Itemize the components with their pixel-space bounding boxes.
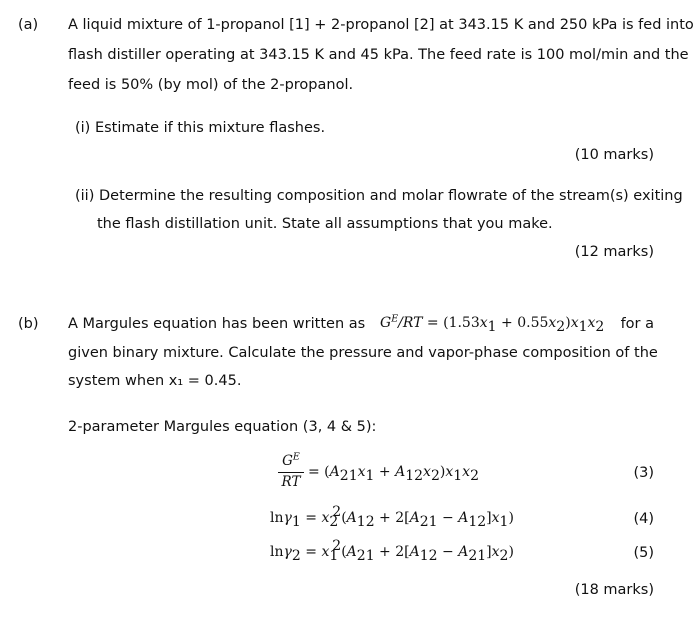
part-b-line-2: given binary mixture. Calculate the pressure and vapor-phase composition of the <box>68 345 658 361</box>
part-a-line-3: feed is 50% (by mol) of the 2-propanol. <box>68 77 354 93</box>
question-a-ii-line-2: the flash distillation unit. State all assumptions that you make. <box>97 216 553 232</box>
equation-4: $\ln\gamma_1 = x_2^2(A_{12} + 2[A_{21} - A_{12}]x_1)$ <box>270 504 514 530</box>
equation-3-number: (3) <box>633 465 654 481</box>
part-a-line-1: A liquid mixture of 1-propanol [1] + 2-propanol [2] at 343.15 K and 250 kPa is fed into <box>68 17 694 33</box>
question-a-ii-line-1: (ii) Determine the resulting composition and molar flowrate of the stream(s) exiting <box>75 188 683 204</box>
margules-heading: 2-parameter Margules equation (3, 4 & 5): <box>68 419 377 435</box>
equation-4-number: (4) <box>633 511 654 527</box>
marks-b: (18 marks) <box>574 582 654 598</box>
equation-5-number: (5) <box>633 545 654 561</box>
part-b-line-3: system when x₁ = 0.45. <box>68 373 242 389</box>
margules-inline-equation: $G^E/RT = (1.53x_1 + 0.55x_2)x_1x_2$ <box>380 313 605 335</box>
part-a-line-2: flash distiller operating at 343.15 K and 45 kPa. The feed rate is 100 mol/min and the <box>68 47 689 63</box>
part-a-label: (a) <box>18 17 39 33</box>
part-b-line-1-start: A Margules equation has been written as <box>68 316 366 332</box>
question-a-i: (i) Estimate if this mixture flashes. <box>75 120 326 136</box>
marks-a-i: (10 marks) <box>574 147 654 163</box>
part-b-line-1-end: for a <box>620 316 654 332</box>
part-b-label: (b) <box>18 316 39 332</box>
equation-5: $\ln\gamma_2 = x_1^2(A_{21} + 2[A_{12} - A_{21}]x_2)$ <box>270 538 514 564</box>
equation-3-lhs-fraction: $G^E$ RT <box>278 453 304 492</box>
equation-3-rhs: = $(A_{21}x_1 + A_{12}x_2)x_1x_2$ <box>308 464 479 484</box>
marks-a-ii: (12 marks) <box>574 244 654 260</box>
